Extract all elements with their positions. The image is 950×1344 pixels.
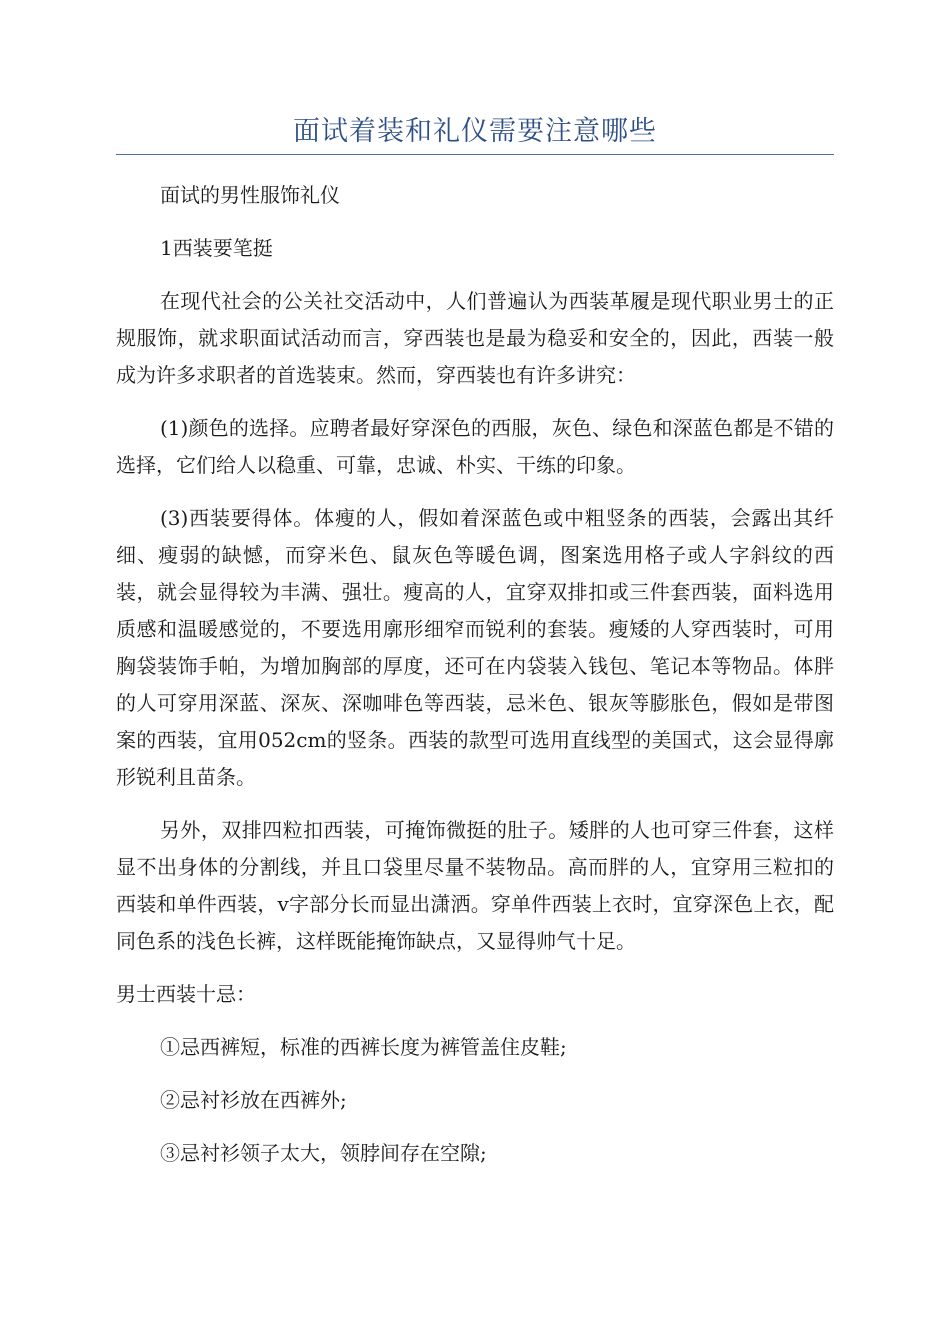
body-paragraph: (1)颜色的选择。应聘者最好穿深色的西服，灰色、绿色和深蓝色都是不错的选择，它们给人以稳重、可靠，忠诚、朴实、干练的印象。: [116, 416, 834, 477]
list-item: ①忌西裤短，标准的西裤长度为裤管盖住皮鞋;: [160, 1035, 567, 1059]
body-paragraph: (3)西装要得体。体瘦的人，假如着深蓝色或中粗竖条的西装，会露出其纤细、瘦弱的缺憾，而穿米色、鼠灰色等暖色调，图案选用格子或人字斜纹的西装，就会显得较为丰满、强壮。瘦高的人，宜穿双排扣或三件套西装，面料选用质感和温暖感觉的，不要选用廓形细窄而锐利的套装。瘦矮的人穿西装时，可用胸袋装饰手帕，为增加胸部的厚度，还可在内袋装入钱包、笔记本等物品。体胖的人可穿用深蓝、深灰、深咖啡色等西装，忌米色、银灰等膨胀色，假如是带图案的西装，宜用052cm的竖条。西装的款型可选用直线型的美国式，这会显得廓形锐利且苗条。: [116, 506, 834, 789]
list-item: ②忌衬衫放在西裤外;: [160, 1088, 347, 1112]
document-body: [116, 177, 834, 1188]
title-underline: [116, 154, 834, 155]
body-paragraph: 在现代社会的公关社交活动中，人们普遍认为西装革履是现代职业男士的正规服饰，就求职面试活动而言，穿西装也是最为稳妥和安全的，因此，西装一般成为许多求职者的首选装束。然而，穿西装也有许多讲究：: [116, 289, 834, 387]
document-title: 面试着装和礼仪需要注意哪些: [293, 116, 657, 147]
list-item: ③忌衬衫领子太大，领脖间存在空隙;: [160, 1141, 487, 1165]
body-paragraph: 另外，双排四粒扣西装，可掩饰微挺的肚子。矮胖的人也可穿三件套，这样显不出身体的分割线，并且口袋里尽量不装物品。高而胖的人，宜穿用三粒扣的西装和单件西装，v字部分长而显出潇洒。穿单件西装上衣时，宜穿深色上衣，配同色系的浅色长裤，这样既能掩饰缺点，又显得帅气十足。: [116, 818, 834, 953]
section-subtitle: 面试的男性服饰礼仪: [160, 183, 340, 207]
subheading-suit: 1西装要笔挺: [160, 236, 273, 260]
section-heading: 男士西装十忌：: [116, 982, 256, 1006]
